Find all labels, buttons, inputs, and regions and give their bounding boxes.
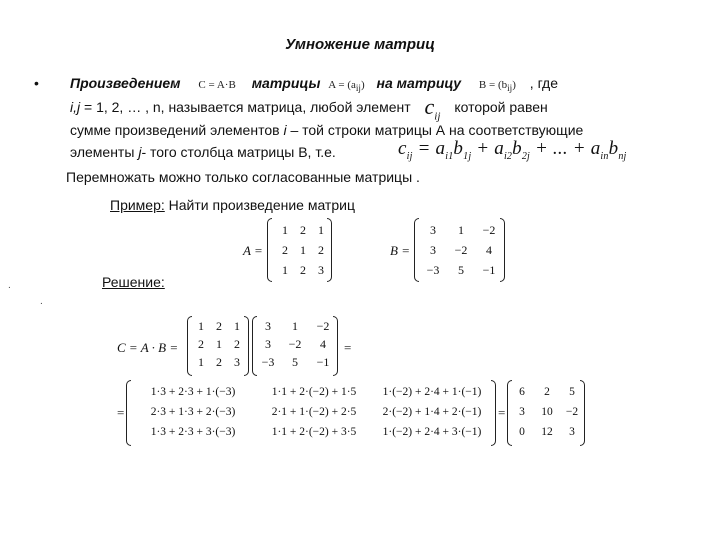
matrix-cell: 5 <box>292 355 298 369</box>
matrix-cell: 3 <box>265 319 271 333</box>
matrix-cell: 10 <box>541 406 553 418</box>
solution-label: Решение: <box>102 274 165 290</box>
matrix-cell: 1 <box>318 223 324 237</box>
definition-line-3: сумме произведений элементов i – той строки матрицы А на соответствующие <box>70 122 584 138</box>
word-matrix: матрицы <box>251 75 321 91</box>
matrix-a-left-bracket <box>267 218 272 282</box>
result-matrix <box>512 382 582 442</box>
matrix-cell: 1 <box>234 319 240 333</box>
matrix-cell: 2 <box>282 243 288 257</box>
matrix-cell: 1·3 + 2·3 + 3·(−3) <box>150 426 236 438</box>
matrix-cell: −3 <box>261 355 275 369</box>
side-dot-2: . <box>40 296 43 307</box>
line2-text: = 1, 2, … , n, называется матрица, любой элемент <box>80 99 411 115</box>
formula-b-bij: $B = (b_{ij})$ <box>478 79 516 94</box>
side-dot-1: . <box>8 280 11 291</box>
matrix-cell: 1·1 + 2·(−2) + 3·5 <box>271 426 357 438</box>
matrix-cell: −2 <box>454 243 468 257</box>
matrix-b-left-bracket <box>414 218 419 282</box>
matrix-cell: 3 <box>318 263 324 277</box>
matrix-cell: 2 <box>300 263 306 277</box>
element-cij: $c_{ij}$ <box>424 94 441 123</box>
matrix-cell: −2 <box>288 337 302 351</box>
matrix-cell: −1 <box>316 355 330 369</box>
word-where: , где <box>529 75 559 91</box>
page-title: Умножение матриц <box>285 36 435 53</box>
indices-ij: i,j <box>70 99 81 115</box>
matrix-cell: −2 <box>316 319 330 333</box>
matrix-cell: 1 <box>198 319 204 333</box>
matrix-cell: 1·(−2) + 2·4 + 1·(−1) <box>382 386 482 398</box>
matrix-cell: 2·3 + 1·3 + 2·(−3) <box>150 406 236 418</box>
product-matrix-a <box>192 318 246 370</box>
formula-c-ab: C = A·B <box>198 79 236 91</box>
matrix-cell: 2 <box>198 337 204 351</box>
matrix-cell: 3 <box>430 223 436 237</box>
matrix-cell: 2 <box>216 355 222 369</box>
matrix-cell: 1·3 + 2·3 + 1·(−3) <box>150 386 236 398</box>
matrix-cell: 2·(−2) + 1·4 + 2·(−1) <box>382 406 482 418</box>
matrix-cell: 4 <box>486 243 492 257</box>
example-line <box>110 196 355 214</box>
matrix-cell: 2 <box>300 223 306 237</box>
matrix-a <box>276 222 330 278</box>
matrix-cell: 4 <box>320 337 326 351</box>
matrix-b <box>420 222 502 278</box>
matrix-cell: 0 <box>519 426 525 438</box>
matrix-b-label: B = <box>390 243 410 258</box>
matrix-cell: 1 <box>458 223 464 237</box>
word-on-matrix: на матрицу <box>376 75 462 91</box>
matrix-cell: −2 <box>565 406 579 418</box>
matrix-a-label: A = <box>243 243 263 258</box>
matrix-cell: −3 <box>426 263 440 277</box>
matrix-cell: 3 <box>234 355 240 369</box>
product-c-label: C = A · B = <box>117 340 179 355</box>
matrix-cell: 1 <box>216 337 222 351</box>
word-product: Произведением <box>70 75 181 91</box>
line2-end: которой равен <box>454 99 548 115</box>
matrix-cell: −1 <box>482 263 496 277</box>
matrix-cell: 1 <box>292 319 298 333</box>
matrix-cell: 2 <box>234 337 240 351</box>
equals-sign-3: = <box>498 405 506 420</box>
matrix-cell: 1 <box>282 223 288 237</box>
matrix-cell: 2 <box>216 319 222 333</box>
example-text: Найти произведение матриц <box>164 197 355 213</box>
product-formula: $c_{ij} = a_{i1}b_{1j} + a_{i2}b_{2j}$ + ... + $a_{in}b_{nj}$ <box>398 138 627 162</box>
matrix-cell: 3 <box>569 426 575 438</box>
matrix-cell: 1 <box>198 355 204 369</box>
matrix-cell: 1·(−2) + 2·4 + 3·(−1) <box>382 426 482 438</box>
expanded-matrix <box>130 382 492 442</box>
matrix-cell: 3 <box>265 337 271 351</box>
matrix-cell: 12 <box>541 426 553 438</box>
matrix-cell: −2 <box>482 223 496 237</box>
definition-line-1 <box>70 74 558 97</box>
compatibility-note: Перемножать можно только согласованные матрицы . <box>66 169 420 185</box>
matrix-cell: 3 <box>430 243 436 257</box>
matrix-cell: 2 <box>544 386 550 398</box>
definition-line-2 <box>70 96 548 123</box>
matrix-cell: 3 <box>519 406 525 418</box>
equals-sign-1: = <box>344 340 352 355</box>
matrix-cell: 1·1 + 2·(−2) + 1·5 <box>271 386 357 398</box>
matrix-cell: 6 <box>519 386 525 398</box>
matrix-cell: 1 <box>300 243 306 257</box>
example-label: Пример: <box>110 197 165 213</box>
matrix-cell: 2·1 + 1·(−2) + 2·5 <box>271 406 357 418</box>
equals-sign-2: = <box>117 405 125 420</box>
bullet-marker: • <box>34 75 39 91</box>
matrix-cell: 5 <box>569 386 575 398</box>
definition-line-4: элементы j- того столбца матрицы В, т.е. <box>70 144 336 160</box>
matrix-cell: 5 <box>458 263 464 277</box>
matrix-cell: 2 <box>318 243 324 257</box>
product-matrix-b <box>256 318 336 370</box>
formula-a-aij: $A = (a_{ij})$ <box>328 79 365 94</box>
matrix-cell: 1 <box>282 263 288 277</box>
